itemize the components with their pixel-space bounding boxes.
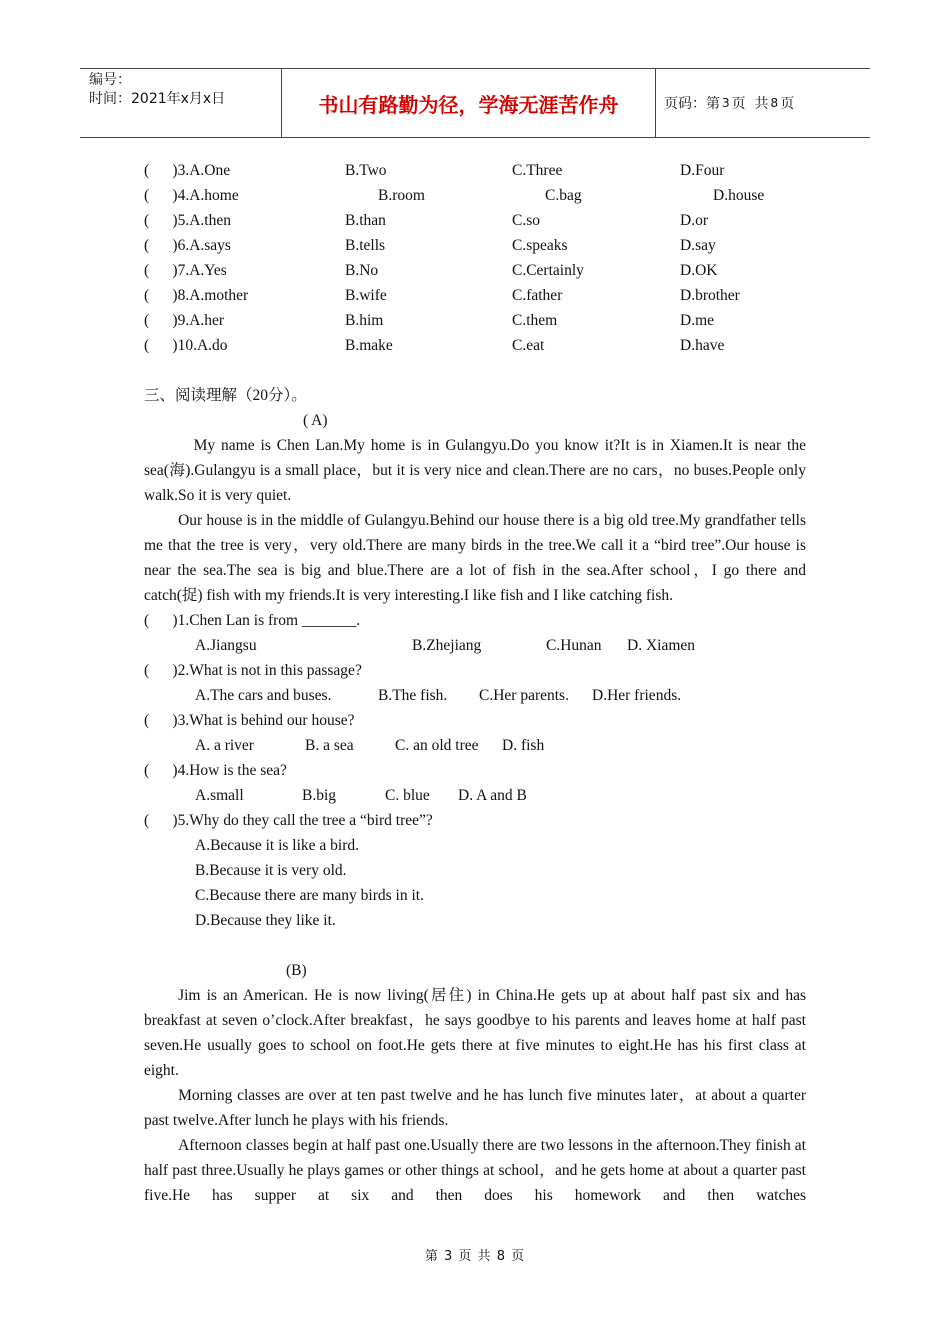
question-5: ( )5.Why do they call the tree a “bird tree”?	[144, 812, 433, 829]
option-d: D.or	[680, 212, 708, 229]
option-c: C.so	[512, 212, 540, 229]
cloze-question: ( )9.A.her	[144, 312, 225, 329]
option-b: B.room	[378, 187, 425, 204]
option-b: B.tells	[345, 237, 386, 254]
question-5-option: A.Because it is like a bird.	[195, 837, 359, 854]
cloze-row	[144, 258, 806, 283]
option-c: C.father	[512, 287, 563, 304]
option-b: B.him	[345, 312, 384, 329]
option-d: D.have	[680, 337, 725, 354]
option-d: D.brother	[680, 287, 740, 304]
cloze-row	[144, 158, 806, 183]
question-5-option: C.Because there are many birds in it.	[195, 887, 424, 904]
question-3-options: A. a river B. a sea C. an old tree D. fish	[195, 737, 545, 754]
page-content	[144, 158, 806, 1208]
section-title: 三、阅读理解（20分）。	[144, 387, 307, 404]
cloze-row	[144, 233, 806, 258]
cloze-row	[144, 183, 806, 208]
option-d: D.OK	[680, 262, 718, 279]
passage-a-label: ( A)	[303, 412, 328, 429]
passage-b-paragraph: Morning classes are over at ten past twelve and he has lunch five minutes later，at about a quarter past twelve.After lunch he plays with his friends.	[144, 1087, 806, 1129]
question-4: ( )4.How is the sea?	[144, 762, 287, 779]
passage-b-label: (B)	[286, 962, 307, 979]
passage-a-paragraph: Our house is in the middle of Gulangyu.Behind our house there is a big old tree.My grandfather tells me that the tree is very，very old.There are many birds in the tree.We call it a “bird tree”.Our house is near the sea.The sea is big and blue.There are a lot of fish in the sea.After school，I go there and catch(捉) fish with my friends.It is very interesting.I like fish and I like catching fish.	[144, 512, 806, 604]
option-c: C.Certainly	[512, 262, 584, 279]
option-b: B.Two	[345, 162, 387, 179]
cloze-row	[144, 283, 806, 308]
motto: 书山有路勤为径，学海无涯苦作舟	[281, 69, 656, 137]
page-total: 8	[770, 96, 779, 110]
option-b: B.wife	[345, 287, 387, 304]
cloze-question: ( )7.A.Yes	[144, 262, 227, 279]
question-5-option: D.Because they like it.	[195, 912, 336, 929]
option-d: D.Four	[680, 162, 725, 179]
page-indicator: 页码：第 3 页 共 8 页	[664, 96, 795, 112]
cloze-question: ( )10.A.do	[144, 337, 228, 354]
header-info	[80, 69, 280, 137]
passage-b-paragraph: Jim is an American. He is now living(居住) in China.He gets up at about half past six and has breakfast at seven o’clock.After breakfast，he says goodbye to his parents and leaves home at half past seven.He usually goes to school on foot.He gets there at five minutes to eight.He has his first class at eight.	[144, 987, 806, 1079]
option-d: D.house	[713, 187, 765, 204]
cloze-options	[144, 158, 806, 358]
question-2-options: A.The cars and buses. B.The fish. C.Her parents. D.Her friends.	[195, 687, 682, 704]
option-d: D.say	[680, 237, 716, 254]
cloze-question: ( )8.A.mother	[144, 287, 249, 304]
passage-a-paragraph: My name is Chen Lan.My home is in Gulangyu.Do you know it?It is in Xiamen.It is near the sea(海).Gulangyu is a small place，but it is very nice and clean.There are no cars，no buses.People only walk.So it is very quiet.	[144, 437, 806, 504]
number-label: 编号：	[89, 72, 131, 88]
option-c: C.speaks	[512, 237, 568, 254]
option-c: C.eat	[512, 337, 545, 354]
question-5-option: B.Because it is very old.	[195, 862, 347, 879]
page-header	[80, 68, 870, 138]
question-4-options: A.small B.big C. blue D. A and B	[195, 787, 527, 804]
question-3: ( )3.What is behind our house?	[144, 712, 355, 729]
option-b: B.No	[345, 262, 379, 279]
option-d: D.me	[680, 312, 715, 329]
cloze-question: ( )6.A.says	[144, 237, 231, 254]
option-b: B.than	[345, 212, 386, 229]
time-label: 时间：2021年x月x日	[89, 91, 226, 107]
passage-b-paragraph: Afternoon classes begin at half past one.Usually there are two lessons in the afternoon.They finish at half past three.Usually he plays games or other things at school，and he gets home at about a quarter past five.He has supper at six and then does his homework and then watches	[144, 1137, 806, 1204]
option-c: C.them	[512, 312, 558, 329]
page-footer: 第 3 页 共 8 页	[424, 1249, 526, 1264]
question-2: ( )2.What is not in this passage?	[144, 662, 362, 679]
cloze-question: ( )3.A.One	[144, 162, 231, 179]
cloze-row	[144, 333, 806, 358]
cloze-row	[144, 208, 806, 233]
cloze-question: ( )4.A.home	[144, 187, 239, 204]
page-number: 3	[722, 96, 730, 110]
option-c: C.Three	[512, 162, 563, 179]
question-1: ( )1.Chen Lan is from _______.	[144, 612, 361, 629]
cloze-question: ( )5.A.then	[144, 212, 231, 229]
option-b: B.make	[345, 337, 393, 354]
cloze-row	[144, 308, 806, 333]
question-1-options: A.Jiangsu B.Zhejiang C.Hunan D. Xiamen	[195, 637, 696, 654]
option-c: C.bag	[545, 187, 582, 204]
